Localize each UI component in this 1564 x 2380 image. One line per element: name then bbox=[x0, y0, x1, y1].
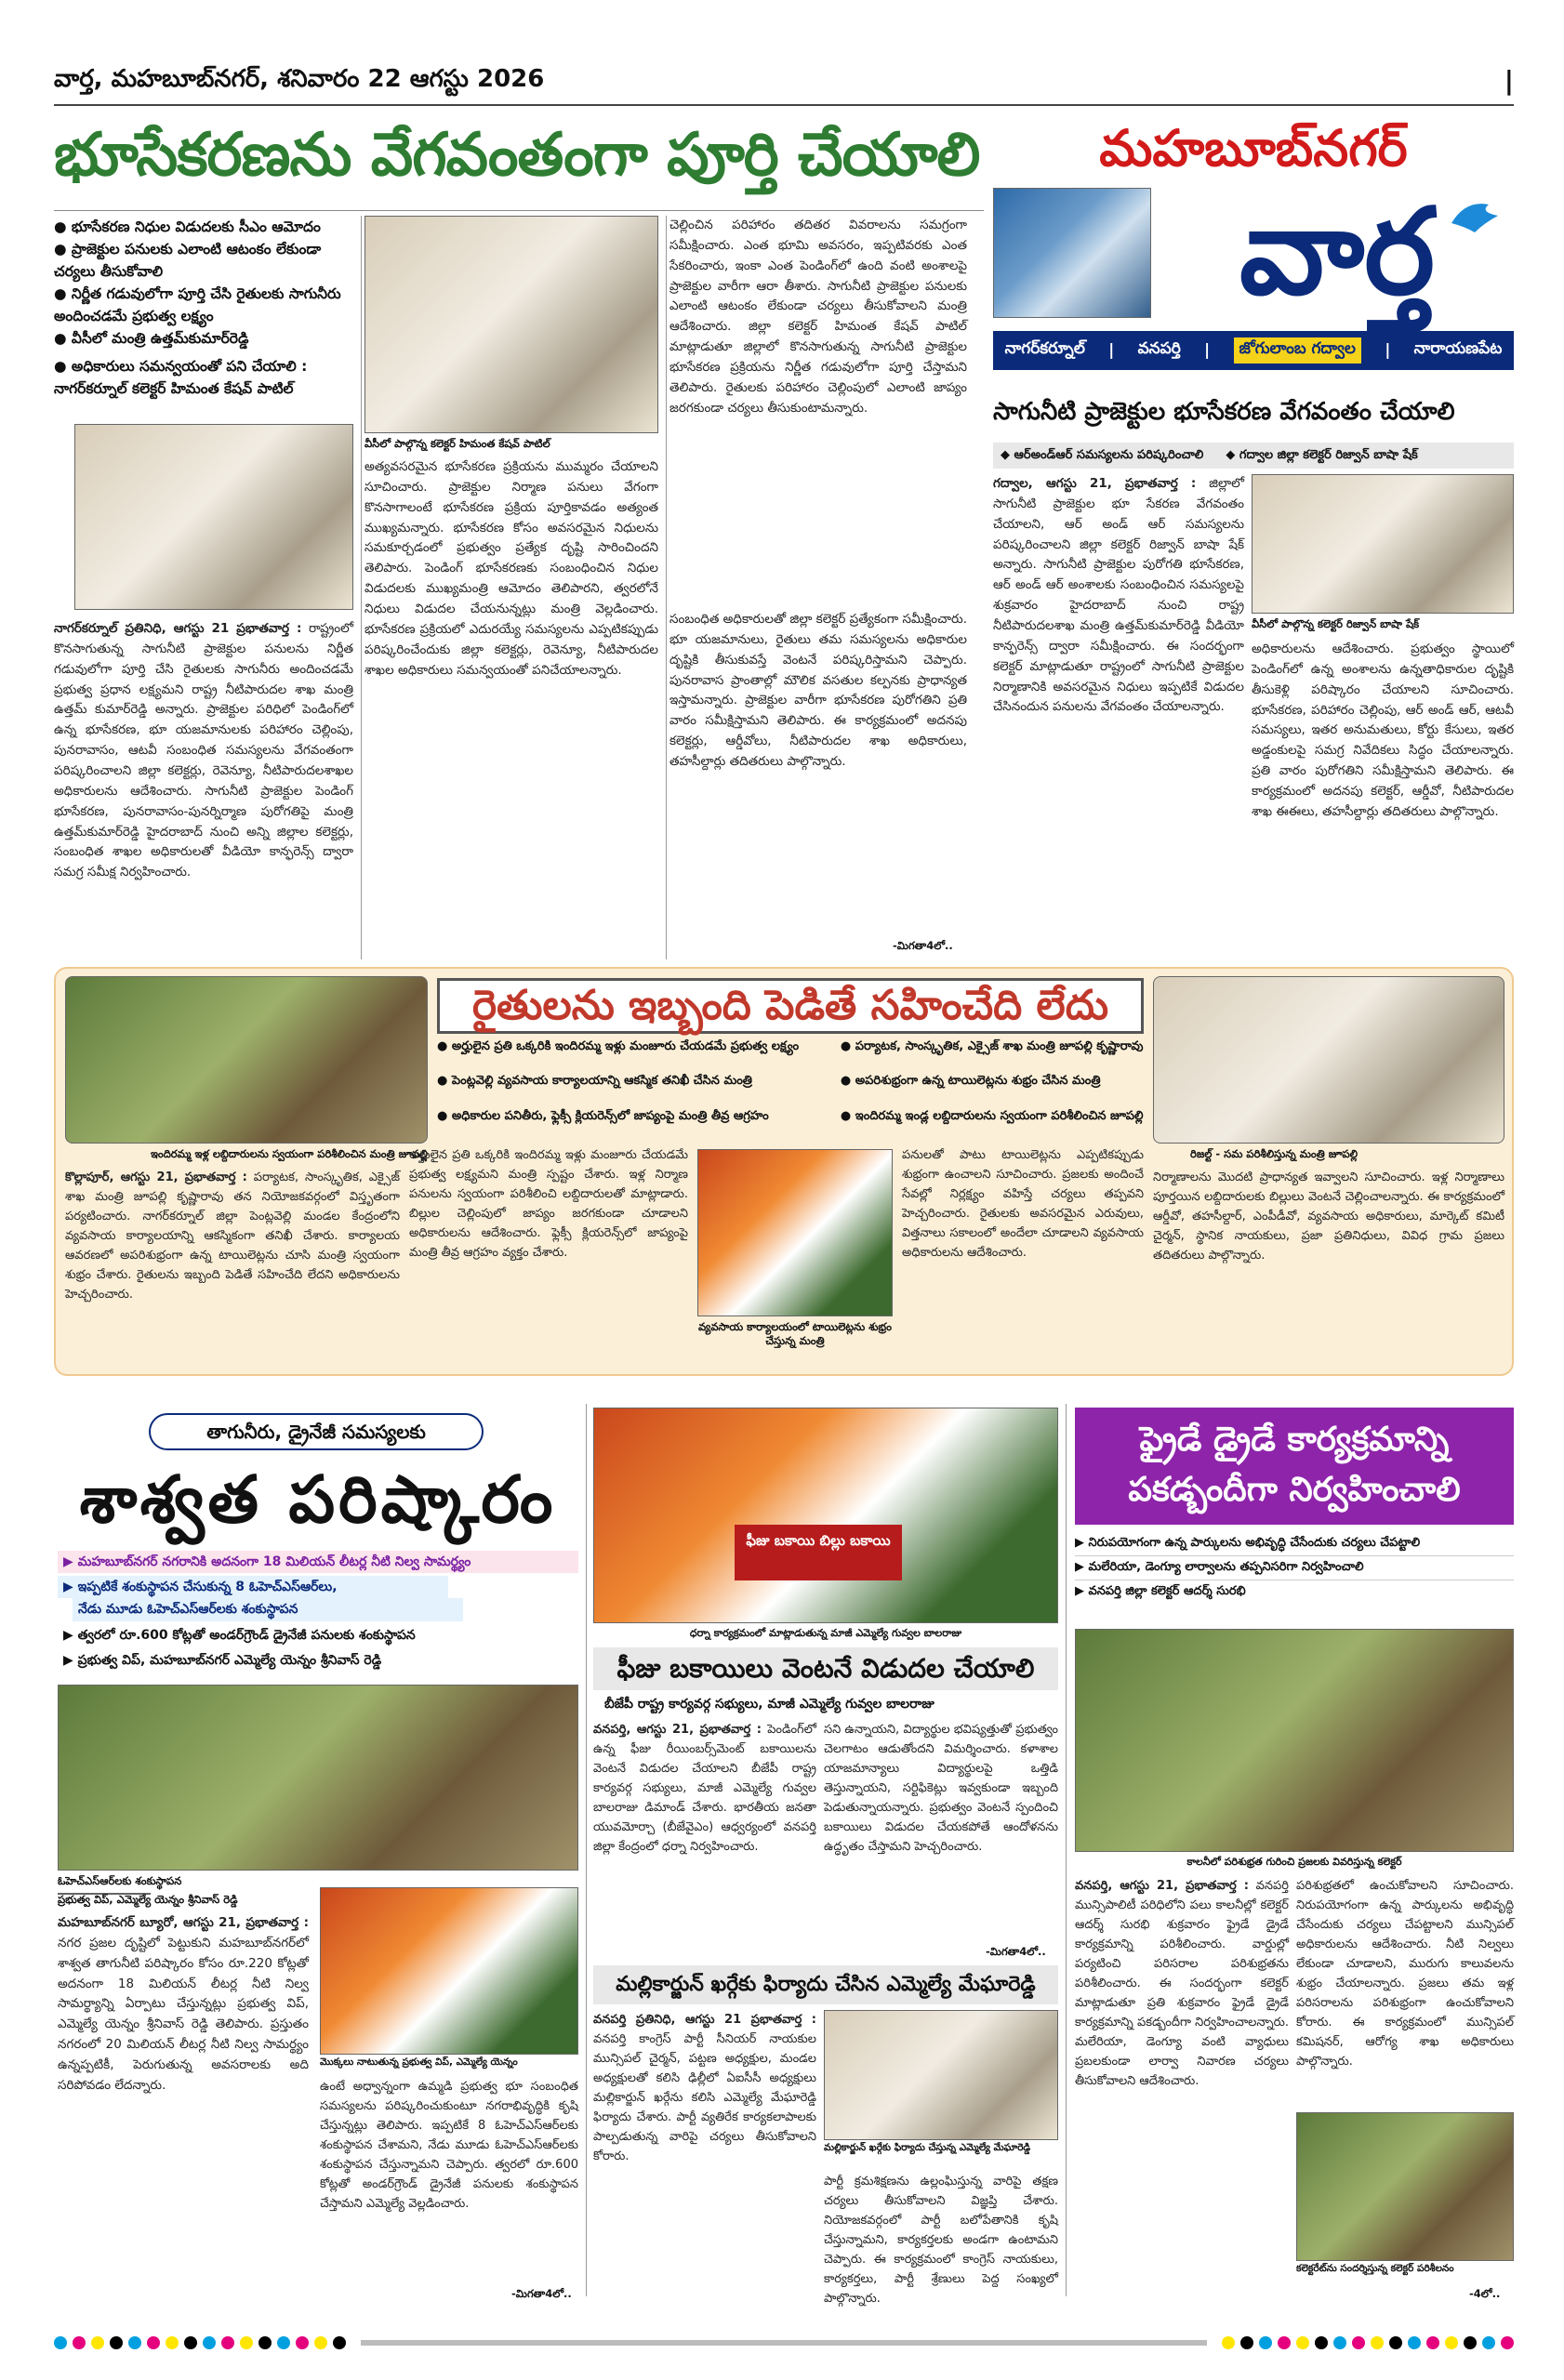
story4-photo2-caption: ప్రభుత్వ విప్, ఎమ్మెల్యే యెన్నం శ్రీనివాస్ రెడ్డి bbox=[58, 1893, 238, 1906]
story4-continued: -మిగతా4లో.. bbox=[511, 2287, 572, 2300]
story7-bullets bbox=[1075, 1532, 1514, 1625]
story4-dateline: మహబూబ్‌నగర్ బ్యూరో, ఆగస్టు 21, ప్రభాతవార్త : bbox=[58, 1915, 309, 1930]
divider bbox=[666, 216, 667, 959]
story1-bullet: ● అధికారులు సమన్వయంతో పని చేయాలి : నాగర్‌కర్నూల్ కలెక్టర్ హిమంత కేషవ్ పాటిల్ bbox=[54, 358, 308, 398]
story3-bullet: ● అర్హులైన ప్రతి ఒక్కరికి ఇందిరమ్మ ఇళ్లు మంజూరు చేయడమే ప్రభుత్వ లక్ష్యం bbox=[437, 1039, 800, 1053]
story1-col2: అత్యవసరమైన భూసేకరణ ప్రక్రియను ముమ్మరం చేయాలని సూచించారు. ప్రాజెక్టుల నిర్మాణ పనులు వేగంగా కొనసాగాలంటే భూసేకరణ ప్రక్రియ పూర్తికావడం అత్యంత ముఖ్యమన్నారు. భూసేకరణ కోసం అవసరమైన నిధులను సమకూర్చడంలో ప్రభుత్వం ప్రత్యేక దృష్టి సారించిందని తెలిపారు. పెండింగ్ భూసేకరణకు సంబంధించిన నిధుల విడుదలకు ముఖ్యమంత్రి ఆమోదం తెలిపారని, త్వరలోనే నిధులు విడుదల చేయనున్నట్లు మంత్రి వెల్లడించారు. భూసేకరణ ప్రక్రియలో ఎదురయ్యే సమస్యలను ఎప్పటికప్పుడు పరిష్కరించేందుకు జిల్లా కలెక్టర్లు, రెవెన్యూ, నీటిపారుదల శాఖల అధికారులు సమన్వయంతో పనిచేయాలన్నారు. bbox=[364, 459, 658, 678]
story5-col1-text: పెండింగ్‌లో ఉన్న ఫీజు రీయింబర్స్‌మెంట్ బకాయిలను వెంటనే విడుదల చేయాలని బీజేపీ రాష్ట్ర కార్యవర్గ సభ్యులు, మాజీ ఎమ్మెల్యే గువ్వల బాలరాజు డిమాండ్ చేశారు. భారతీయ జనతా యువమోర్చా (బీజేవైఎం) ఆధ్వర్యంలో వనపర్తి జిల్లా కేంద్రంలో ధర్నా నిర్వహించారు. bbox=[593, 1723, 816, 1855]
divider bbox=[1066, 1404, 1067, 2296]
district-1: వనపర్తి bbox=[1137, 339, 1181, 358]
story5-headline: ఫీజు బకాయిలు వెంటనే విడుదల చేయాలి bbox=[593, 1647, 1058, 1690]
story3-bullet: ● పెంట్లవెల్లి వ్యవసాయ కార్యాలయాన్ని ఆకస్మిక తనిఖీ చేసిన మంత్రి bbox=[437, 1074, 752, 1089]
story3-right-caption: రిజల్ట్ - సమ పరిశీలిస్తున్న మంత్రి జూపల్లి bbox=[1190, 1147, 1359, 1160]
story7-col1-text: వనపర్తి మున్సిపాలిటీ పరిధిలోని పలు కాలనీల్లో కలెక్టర్ ఆదర్శ్ సురభి శుక్రవారం ఫ్రైడే డ్రైడే కార్యక్రమాన్ని పరిశీలించారు. వార్డుల్లో పర్యటించి పరిసరాల పరిశుభ్రతను పరిశీలించారు. ఈ సందర్భంగా కలెక్టర్ మాట్లాడుతూ ప్రతి శుక్రవారం ఫ్రైడే డ్రైడే కార్యక్రమాన్ని పకడ్బందీగా నిర్వహించాలన్నారు. మలేరియా, డెంగ్యూ వంటి వ్యాధులు ప్రబలకుండా లార్వా నివారణ చర్యలు తీసుకోవాలని ఆదేశించారు. bbox=[1075, 1879, 1289, 2089]
story1-col1 bbox=[54, 619, 353, 963]
story1-portrait-photo bbox=[74, 424, 353, 610]
story7-col1 bbox=[1075, 1876, 1289, 2285]
story3-bullet: ● పర్యాటక, సాంస్కృతిక, ఎక్సైజ్ శాఖ మంత్రి జూపల్లి కృష్ణారావు bbox=[840, 1039, 1144, 1053]
story1-photo-caption: వీసీలో పాల్గొన్న కలెక్టర్ హిమంత కేషవ్ పాటిల్ bbox=[364, 437, 550, 450]
story1-dateline: నాగర్‌కర్నూల్ ప్రతినిధి, ఆగస్టు 21 ప్రభాతవార్త : bbox=[54, 621, 302, 636]
story1-headline: భూసేకరణను వేగవంతంగా పూర్తి చేయాలి bbox=[54, 121, 980, 190]
story2-dateline: గద్వాల, ఆగస్టు 21, ప్రభాతవార్త : bbox=[993, 476, 1197, 491]
story4-bullet: నేడు మూడు ఓహెచ్ఎస్ఆర్‌లకు శంకుస్థాపన bbox=[73, 1598, 463, 1620]
story2-headline: సాగునీటి ప్రాజెక్టుల భూసేకరణ వేగవంతం చేయాలి bbox=[993, 398, 1455, 426]
story7-col2: పరిశుభ్రతలో ఉంచుకోవాలని సూచించారు. నిరుపయోగంగా ఉన్న పార్కులను అభివృద్ధి చేసేందుకు చర్యలు చేపట్టాలని మున్సిపల్ అధికారులను ఆదేశించారు. నీటి నిల్వలు లేకుండా చూడాలని, మురుగు కాలువలను శుభ్రం చేయాలన్నారు. ప్రజలు తమ ఇళ్ల పరిసరాలను పరిశుభ్రంగా ఉంచుకోవాలని కోరారు. ఈ కార్యక్రమంలో మున్సిపల్ కమిషనర్, ఆరోగ్య శాఖ అధికారులు పాల్గొన్నారు. bbox=[1296, 1879, 1514, 2069]
registration-dot bbox=[128, 2336, 141, 2349]
story7-headline-line1: ఫ్రైడే డ్రైడే కార్యక్రమాన్ని bbox=[1139, 1421, 1450, 1459]
registration-dot bbox=[184, 2336, 197, 2349]
story4-bullet: ▶ ప్రభుత్వ విప్, మహబూబ్‌నగర్ ఎమ్మెల్యే యెన్నం శ్రీనివాస్ రెడ్డి bbox=[63, 1652, 382, 1668]
story7-bullet: ▶ మలేరియా, డెంగ్యూ లార్వాలను తప్పనిసరిగా నిర్వహించాలి bbox=[1075, 1556, 1514, 1580]
registration-dot bbox=[1259, 2336, 1272, 2349]
story3-col4: నిర్మాణాలను మొదటి ప్రాధాన్యత ఇవ్వాలని సూచించారు. ఇళ్ల నిర్మాణాలు పూర్తయిన లబ్దిదారులకు బిల్లులు వెంటనే చెల్లించాలన్నారు. ఈ కార్యక్రమంలో ఆర్డీవో, తహసీల్దార్, ఎంపీడీవో, వ్యవసాయ అధికారులు, మార్కెట్ కమిటీ చైర్మన్, స్థానిక నాయకులు, ప్రజా ప్రతినిధులు, వివిధ గ్రామ ప్రజలు తదితరులు పాల్గొన్నారు. bbox=[1153, 1170, 1504, 1263]
registration-dot bbox=[333, 2336, 346, 2349]
story1-continued: -మిగతా4లో.. bbox=[893, 939, 953, 952]
story3-mid-caption: వ్యవసాయ కార్యాలయంలో టాయిలెట్లను శుభ్రం చేస్తున్న మంత్రి bbox=[698, 1320, 892, 1347]
registration-dot bbox=[166, 2336, 179, 2349]
story4-col1 bbox=[58, 1913, 309, 2285]
story7-photo2-caption: కలెక్టరేట్‌ను సందర్శిస్తున్న కలెక్టర్ పరిశీలనం bbox=[1296, 2263, 1454, 2274]
story1-col1-text: రాష్ట్రంలో కొనసాగుతున్న సాగునీటి ప్రాజెక్టుల పనులను నిర్ణీత గడువులోగా పూర్తి చేసి రైతులకు సాగునీరు అందించడమే ప్రభుత్వ ప్రధాన లక్ష్యమని రాష్ట్ర నీటిపారుదల శాఖ మంత్రి ఉత్తమ్ కుమార్‌రెడ్డి అన్నారు. ప్రాజెక్టుల పరిధిలో పెండింగ్‌లో ఉన్న భూసేకరణ, భూ యజమానులకు పరిహారం చెల్లింపు, పునరావాసం, ఆటవీ సంబంధిత సమస్యలను వేగవంతంగా పరిష్కరించాలని జిల్లా కలెక్టర్లు, రెవెన్యూ, నీటిపారుదలశాఖల అధికారులను ఆదేశించారు. సాగునీటి ప్రాజెక్టుల పెండింగ్ భూసేకరణ, పునరావాసం-పునర్నిర్మాణ పురోగతిపై మంత్రి ఉత్తమ్‌కుమార్‌రెడ్డి హైదరాబాద్ నుంచి అన్ని జిల్లాల కలెక్టర్లు, సంబంధిత శాఖల అధికారులతో వీడియో కాన్ఫరెన్స్ ద్వారా సమగ్ర సమీక్ష నిర్వహించారు. bbox=[54, 621, 354, 880]
story7-photo-caption: కాలనీలో పరిశుభ్రత గురించి ప్రజలకు వివరిస్తున్న కలెక్టర్ bbox=[1186, 1856, 1402, 1868]
registration-dot bbox=[258, 2336, 272, 2349]
story4-col2: ఉంటే అధ్వాన్నంగా ఉమ్మడి ప్రభుత్వ భూ సంబంధిత సమస్యలను పరిష్కరించుకుంటూ నగరాభివృద్ధికి కృషి చేస్తున్నట్లు తెలిపారు. ఇప్పటికే 8 ఓహెచ్ఎస్ఆర్‌లకు శంకుస్థాపన చేశామని, నేడు మూడు ఓహెచ్ఎస్ఆర్‌లకు శంకుస్థాపన చేస్తున్నామని చెప్పారు. త్వరలో రూ.600 కోట్లతో అండర్‌గ్రౌండ్ డ్రైనేజీ పనులకు శంకుస్థాపన చేస్తామని ఎమ్మెల్యే వెల్లడించారు. bbox=[320, 2080, 578, 2212]
divider bbox=[586, 1404, 587, 2296]
story4-bullet: ▶ మహబూబ్‌నగర్ నగరానికి అదనంగా 18 మిలియన్ లీటర్ల నీటి నిల్వ సామర్థ్యం bbox=[58, 1551, 578, 1573]
story6-headline: మల్లికార్జున్ ఖర్గేకు ఫిర్యాదు చేసిన ఎమ్మెల్యే మేఘారెడ్డి bbox=[593, 1965, 1058, 2004]
registration-dot bbox=[91, 2336, 104, 2349]
story7-headline-box bbox=[1075, 1408, 1514, 1525]
story5-col2: సని ఉన్నాయని, విద్యార్థుల భవిష్యత్తుతో ప్రభుత్వం చెలగాటం ఆడుతోందని విమర్శించారు. కళాశాల యాజమాన్యాలు విద్యార్థులపై ఒత్తిడి తెస్తున్నాయని, సర్టిఫికెట్లు ఇవ్వకుండా ఇబ్బంది పెడుతున్నాయన్నారు. ప్రభుత్వం వెంటనే స్పందించి బకాయిలు విడుదల చేయకపోతే ఆందోళనను ఉద్ధృతం చేస్తామని హెచ్చరించారు. bbox=[824, 1723, 1058, 1855]
dam-photo bbox=[993, 188, 1151, 318]
registration-dot bbox=[1464, 2336, 1477, 2349]
story7-dateline: వనపర్తి, ఆగస్టు 21, ప్రభాతవార్త : bbox=[1075, 1879, 1249, 1893]
story1-bullet: ● నిర్ణీత గడువులోగా పూర్తి చేసి రైతులకు సాగునీరు అందించడమే ప్రభుత్వ లక్ష్యం bbox=[54, 285, 341, 325]
story6-col2: పార్టీ క్రమశిక్షణను ఉల్లంఘిస్తున్న వారిపై తక్షణ చర్యలు తీసుకోవాలని విజ్ఞప్తి చేశారు. నియోజకవర్గంలో పార్టీ బలోపేతానికి కృషి చేస్తున్నామని, కార్యకర్తలకు అండగా ఉంటామని చెప్పారు. ఈ కార్యక్రమంలో కాంగ్రెస్ నాయకులు, కార్యకర్తలు, పార్టీ శ్రేణులు పెద్ద సంఖ్యలో పాల్గొన్నారు. bbox=[824, 2175, 1058, 2307]
dateline-header: వార్త, మహబూబ్‌నగర్, శనివారం 22 ఆగస్టు 2026 bbox=[54, 65, 545, 93]
story6-col1 bbox=[593, 2010, 816, 2285]
story1-bullets bbox=[54, 216, 353, 420]
registration-dot bbox=[296, 2336, 309, 2349]
registration-dot bbox=[73, 2336, 86, 2349]
story2-bullets bbox=[993, 443, 1514, 469]
registration-dot bbox=[1296, 2336, 1309, 2349]
registration-dot bbox=[1352, 2336, 1365, 2349]
story6-dateline: వనపర్తి ప్రతినిధి, ఆగస్టు 21 ప్రభాతవార్త : bbox=[593, 2013, 816, 2027]
registration-dot bbox=[1389, 2336, 1402, 2349]
registration-dot bbox=[1501, 2336, 1514, 2349]
masthead bbox=[993, 112, 1514, 390]
story3-col2: అర్హులైన ప్రతి ఒక్కరికి ఇందిరమ్మ ఇళ్లు మంజూరు చేయడమే ప్రభుత్వ లక్ష్యమని మంత్రి స్పష్టం చేశారు. ఇళ్ల నిర్మాణ పనులను స్వయంగా పరిశీలించి లబ్దిదారులతో మాట్లాడారు. బిల్లుల చెల్లింపులో జాప్యం జరగకుండా చూడాలని అధికారులను ఆదేశించారు. ఫ్లెక్సీ క్లియరెన్స్‌లో జాప్యంపై మంత్రి తీవ్ర ఆగ్రహం వ్యక్తం చేశారు. bbox=[409, 1148, 688, 1261]
district-3: నారాయణపేట bbox=[1413, 339, 1503, 358]
story1-bullet: ● వీసీలో మంత్రి ఉత్తమ్‌కుమార్‌రెడ్డి bbox=[54, 330, 249, 348]
page-header bbox=[54, 65, 1514, 102]
story4-headline: శాశ్వత పరిష్కారం bbox=[79, 1461, 557, 1538]
story2-photo bbox=[1252, 474, 1514, 614]
story3-col3: పనులతో పాటు టాయిలెట్లను ఎప్పటికప్పుడు శుభ్రంగా ఉంచాలని సూచించారు. ప్రజలకు అందించే సేవల్లో నిర్లక్ష్యం వహిస్తే చర్యలు తప్పవని హెచ్చరించారు. రైతులకు అవసరమైన ఎరువులు, విత్తనాలు సకాలంలో అందేలా చూడాలని వ్యవసాయ అధికారులను ఆదేశించారు. bbox=[902, 1148, 1144, 1261]
registration-dot bbox=[110, 2336, 123, 2349]
story7-bullet: ▶ వనపర్తి జిల్లా కలెక్టర్ ఆదర్శ్ సురభి bbox=[1075, 1583, 1246, 1598]
story5-banner: ఫీజు బకాయి బిల్లు బకాయి bbox=[735, 1525, 902, 1580]
registration-dot bbox=[1315, 2336, 1328, 2349]
registration-dot bbox=[147, 2336, 160, 2349]
masthead-brand: వార్త bbox=[1239, 183, 1436, 322]
story7-bullet: ▶ నిరుపయోగంగా ఉన్న పార్కులను అభివృద్ధి చేసేందుకు చర్యలు చేపట్టాలి bbox=[1075, 1532, 1514, 1556]
story3-left-caption: ఇందిరమ్మ ఇళ్ల లబ్దిదారులను స్వయంగా పరిశీలించిన మంత్రి జూపల్లి bbox=[150, 1147, 428, 1160]
story1-meeting-photo bbox=[364, 216, 658, 433]
registration-dot bbox=[54, 2336, 67, 2349]
story1-rule bbox=[54, 210, 984, 211]
story2-col2: అధికారులను ఆదేశించారు. ప్రభుత్వం స్థాయిలో పెండింగ్‌లో ఉన్న అంశాలను ఉన్నతాధికారుల దృష్టికి తీసుకెళ్లి పరిష్కారం చేయాలని సూచించారు. భూసేకరణ, పరిహారం చెల్లింపు, ఆర్ అండ్ ఆర్, ఆటవీ సమస్యలు, ఇతర అనుమతులు, కోర్టు కేసులు, ఇతర అడ్డంకులపై సమగ్ర నివేదికలు సిద్ధం చేయాలన్నారు. ప్రతి వారం పురోగతిని సమీక్షిస్తామని తెలిపారు. ఈ కార్యక్రమంలో అదనపు కలెక్టర్, ఆర్డీవో, నీటిపారుదల శాఖ ఈఈలు, తహసీల్దార్లు తదితరులు పాల్గొన్నారు. bbox=[1252, 641, 1514, 819]
story7-photo2 bbox=[1296, 2112, 1514, 2261]
story7-continued: -4లో.. bbox=[1469, 2287, 1501, 2300]
story1-bullet: ● ప్రాజెక్టుల పనులకు ఎలాంటి ఆటంకం లేకుండా చర్యలు తీసుకోవాలి bbox=[54, 241, 322, 281]
story5-dateline: వనపర్తి, ఆగస్టు 21, ప్రభాతవార్త : bbox=[593, 1723, 762, 1737]
story3-bullets bbox=[437, 1039, 1144, 1140]
story1-col3: చెల్లించిన పరిహారం తదితర వివరాలను సమగ్రంగా సమీక్షించారు. ఎంత భూమి అవసరం, ఇప్పటివరకు ఎంత సేకరించారు, ఇంకా ఎంత పెండింగ్‌లో ఉంది వంటి అంశాలపై ప్రాజెక్టుల వారీగా ఆరా తీశారు. సాగునీటి ప్రాజెక్టుల పనులకు ఎలాంటి ఆటంకం లేకుండా చర్యలు తీసుకోవాలని మంత్రి ఆదేశించారు. జిల్లా కలెక్టర్ హిమంత కేషవ్ పాటిల్ మాట్లాడుతూ జిల్లాలో కొనసాగుతున్న సాగునీటి ప్రాజెక్టుల భూసేకరణ ప్రక్రియను నిర్ణీత గడువులోగా పూర్తి చేస్తామని తెలిపారు. రైతులకు పరిహారం చెల్లింపులో ఎలాంటి జాప్యం జరగకుండా చర్యలు తీసుకుంటామన్నారు. bbox=[669, 218, 967, 416]
registration-dot bbox=[1222, 2336, 1235, 2349]
story1-col4: సంబంధిత అధికారులతో జిల్లా కలెక్టర్ ప్రత్యేకంగా సమీక్షించారు. భూ యజమానులు, రైతులు తమ సమస్యలను అధికారుల దృష్టికి తీసుకువస్తే వెంటనే పరిష్కరిస్తామని చెప్పారు. పునరావాస ప్రాంతాల్లో మౌలిక వసతుల కల్పనకు ప్రాధాన్యత ఇస్తామన్నారు. ప్రాజెక్టుల వారీగా భూసేకరణ పురోగతిని ప్రతి వారం సమీక్షిస్తామని తెలిపారు. ఈ కార్యక్రమంలో అదనపు కలెక్టర్లు, ఆర్డీవోలు, నీటిపారుదల శాఖ అధికారులు, తహసీల్దార్లు తదితరులు పాల్గొన్నారు. bbox=[669, 612, 967, 770]
masthead-districts: నాగర్‌కర్నూల్ | వనపర్తి | జోగులాంబ గద్వాల | నారాయణపేట bbox=[993, 331, 1514, 370]
story2-photo-caption: వీసీలో పాల్గొన్న కలెక్టర్ రిజ్వాన్ బాషా షేక్ bbox=[1252, 617, 1420, 630]
header-rule bbox=[54, 104, 1514, 106]
story6-col1-text: వనపర్తి కాంగ్రెస్ పార్టీ సీనియర్ నాయకుల మున్సిపల్ చైర్మన్, పట్టణ అధ్యక్షుల, మండల అధ్యక్షులతో కలిసి ఢిల్లీలో ఏఐసీసీ అధ్యక్షులు మల్లికార్జున్ ఖర్గేను కలిసి ఎమ్మెల్యే మేఘారెడ్డి ఫిర్యాదు చేశారు. పార్టీ వ్యతిరేక కార్యకలాపాలకు పాల్పడుతున్న వారిపై చర్యలు తీసుకోవాలని కోరారు. bbox=[593, 2032, 816, 2164]
story4-bullets bbox=[58, 1551, 578, 1681]
registration-dot bbox=[1333, 2336, 1346, 2349]
divider bbox=[361, 216, 362, 959]
story6-photo bbox=[824, 2010, 1058, 2140]
story4-bullet: ▶ ఇప్పటికే శంకుస్థాపన చేసుకున్న 8 ఓహెచ్ఎస్ఆర్‌లు, bbox=[58, 1576, 448, 1598]
registration-dot bbox=[203, 2336, 216, 2349]
story3-right-photo bbox=[1153, 976, 1504, 1144]
registration-dot bbox=[221, 2336, 234, 2349]
registration-dot bbox=[1482, 2336, 1495, 2349]
district-2: జోగులాంబ గద్వాల bbox=[1234, 337, 1361, 364]
dove-icon bbox=[1447, 195, 1503, 242]
color-registration-strip bbox=[54, 2334, 1514, 2352]
story4-photo bbox=[58, 1685, 578, 1871]
registration-dot bbox=[1445, 2336, 1458, 2349]
story5-col1 bbox=[593, 1720, 816, 1962]
story2-col1 bbox=[993, 474, 1244, 958]
story2-col1-text: జిల్లాలో సాగునీటి ప్రాజెక్టుల భూ సేకరణ వేగవంతం చేయాలని, ఆర్ అండ్ ఆర్ సమస్యలను పరిష్కరించాలని జిల్లా కలెక్టర్ రిజ్వాన్ బాషా షేక్ అన్నారు. సాగునీటి ప్రాజెక్టుల పురోగతి భూసేకరణ, ఆర్ అండ్ ఆర్ అంశాలకు సంబంధించిన సమస్యలపై శుక్రవారం హైదరాబాద్ నుంచి రాష్ట్ర నీటిపారుదలశాఖ మంత్రి ఉత్తమ్‌కుమార్‌రెడ్డి వీడియో కాన్ఫరెన్స్ ద్వారా సమీక్షించారు. ఈ సందర్భంగా కలెక్టర్ మాట్లాడుతూ రాష్ట్రంలో సాగునీటి ప్రాజెక్టుల నిర్మాణానికి అవసరమైన నిధులు ఇప్పటికే విడుదల చేసినందున పనులను వేగవంతం చేయాలన్నారు. bbox=[993, 476, 1244, 715]
registration-dot bbox=[240, 2336, 253, 2349]
story6-photo-caption: మల్లికార్జున్ ఖర్గేకు ఫిర్యాదు చేస్తున్న ఎమ్మెల్యే మేఘారెడ్డి bbox=[824, 2142, 1031, 2153]
registration-dot bbox=[277, 2336, 290, 2349]
story5-photo-caption: ధర్నా కార్యక్రమంలో మాట్లాడుతున్న మాజీ ఎమ్మెల్యే గువ్వల బాలరాజు bbox=[689, 1627, 962, 1639]
story7-photo bbox=[1075, 1629, 1514, 1852]
story4-photo3-caption: మొక్కలు నాటుతున్న ప్రభుత్వ విప్, ఎమ్మెల్యే యెన్నం bbox=[320, 2056, 518, 2068]
registration-dot bbox=[1240, 2336, 1253, 2349]
story7-headline-line2: పకడ్బందీగా నిర్వహించాలి bbox=[1128, 1471, 1461, 1509]
story3-col1-text: పర్యాటక, సాంస్కృతిక, ఎక్సైజ్ శాఖ మంత్రి జూపల్లి కృష్ణారావు తన నియోజకవర్గంలో విస్తృతంగా పర్యటించారు. నాగర్‌కర్నూల్ జిల్లా పెంట్లవెల్లి మండల కేంద్రంలోని వ్యవసాయ కార్యాలయాన్ని ఆకస్మికంగా తనిఖీ చేశారు. కార్యాలయ ఆవరణలో అపరిశుభ్రంగా ఉన్న టాయిలెట్లను చూసి మంత్రి స్వయంగా శుభ్రం చేశారు. రైతులను ఇబ్బంది పెడితే సహించేది లేదని అధికారులను హెచ్చరించారు. bbox=[65, 1170, 400, 1302]
story4-kicker: తాగునీరు, డ్రైనేజీ సమస్యలకు bbox=[149, 1413, 484, 1450]
story3-headline: రైతులను ఇబ్బంది పెడితే సహించేది లేదు bbox=[437, 978, 1144, 1034]
registration-dot bbox=[1371, 2336, 1384, 2349]
district-0: నాగర్‌కర్నూల్ bbox=[1004, 339, 1085, 358]
story2-bullet: ◆ ఆర్‌అండ్‌ఆర్ సమస్యలను పరిష్కరించాలి bbox=[1001, 447, 1204, 462]
story4-photo-caption: ఓహెచ్ఎస్ఆర్‌లకు శంకుస్థాపన bbox=[58, 1874, 182, 1887]
registration-dot bbox=[1408, 2336, 1421, 2349]
story5-subhead: బీజేపీ రాష్ట్ర కార్యవర్గ సభ్యులు, మాజీ ఎమ్మెల్యే గువ్వల బాలరాజు bbox=[604, 1697, 934, 1712]
page-marker: | bbox=[1504, 65, 1514, 96]
story2-bullet: ◆ గద్వాల జిల్లా కలెక్టర్ రిజ్వాన్ బాషా షేక్ bbox=[1226, 447, 1418, 462]
story3-dateline: కొల్లాపూర్, ఆగస్టు 21, ప్రభాతవార్త : bbox=[65, 1170, 247, 1184]
registration-dot bbox=[314, 2336, 327, 2349]
story3-col1 bbox=[65, 1168, 400, 1367]
story3-left-photo bbox=[65, 976, 428, 1144]
masthead-edition: మహబూబ్‌నగర్ bbox=[1099, 119, 1408, 178]
registration-dot bbox=[1426, 2336, 1439, 2349]
story4-bullet: ▶ త్వరలో రూ.600 కోట్లతో అండర్‌గ్రౌండ్ డ్రైనేజీ పనులకు శంకుస్థాపన bbox=[63, 1627, 416, 1643]
story4-mla-photo bbox=[320, 1887, 578, 2055]
story3-bullet: ● అపరిశుభ్రంగా ఉన్న టాయిలెట్లను శుభ్రం చేసిన మంత్రి bbox=[840, 1074, 1101, 1089]
story5-photo bbox=[593, 1408, 1058, 1623]
story3-mid-photo bbox=[697, 1149, 893, 1316]
registration-dot bbox=[1278, 2336, 1291, 2349]
story5-continued: -మిగతా4లో.. bbox=[986, 1945, 1046, 1958]
registration-bar bbox=[361, 2340, 1207, 2346]
story3-bullet: ● అధికారుల పనితీరు, ఫ్లెక్సీ క్లియరెన్స్‌లో జాప్యంపై మంత్రి తీవ్ర ఆగ్రహం bbox=[437, 1108, 769, 1123]
story1-bullet: ● భూసేకరణ నిధుల విడుదలకు సీఎం ఆమోదం bbox=[54, 218, 321, 235]
story3-bullet: ● ఇందిరమ్మ ఇండ్ల లబ్దిదారులను స్వయంగా పరిశీలించిన జూపల్లి bbox=[840, 1108, 1144, 1123]
story4-col1-text: నగర ప్రజల దృష్టిలో పెట్టుకుని మహబూబ్‌నగర్‌లో శాశ్వత తాగునీటి పరిష్కారం కోసం రూ.220 కోట్లతో అదనంగా 18 మిలియన్ లీటర్ల నీటి నిల్వ సామర్థ్యాన్ని ఏర్పాటు చేస్తున్నట్లు ప్రభుత్వ విప్, ఎమ్మెల్యే యెన్నం శ్రీనివాస్ రెడ్డి తెలిపారు. ప్రస్తుతం నగరంలో 20 మిలియన్ లీటర్ల నీటి నిల్వ సామర్థ్యం ఉన్నప్పటికీ, పెరుగుతున్న అవసరాలకు అది సరిపోవడం లేదన్నారు. bbox=[58, 1935, 309, 2093]
